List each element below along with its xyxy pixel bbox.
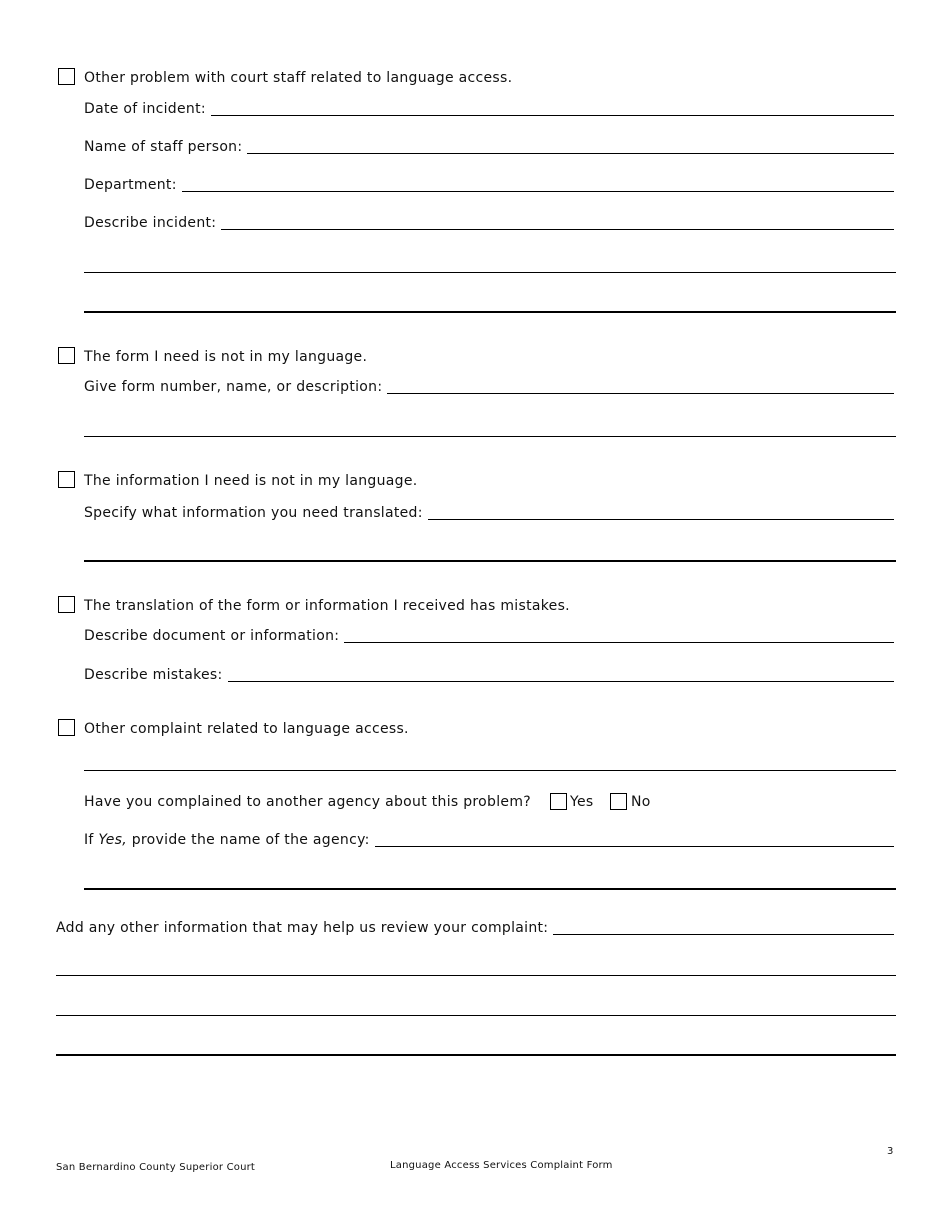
date-of-incident-field[interactable] xyxy=(211,115,894,116)
form-language-checkbox[interactable] xyxy=(58,347,75,364)
form-language-label: The form I need is not in my language. xyxy=(84,349,368,365)
form-description-field[interactable] xyxy=(387,393,894,394)
agency-name-suffix: provide the name of the agency: xyxy=(127,832,370,848)
staff-name-field[interactable] xyxy=(247,153,894,154)
additional-info-line-3[interactable] xyxy=(56,1015,896,1016)
translation-mistakes-label: The translation of the form or information I received has mistakes. xyxy=(84,598,570,614)
other-complaint-line[interactable] xyxy=(84,770,896,771)
department-row xyxy=(84,176,894,194)
other-complaint-label: Other complaint related to language access. xyxy=(84,721,409,737)
footer-form-title: Language Access Services Complaint Form xyxy=(390,1160,613,1171)
footer-court-name: San Bernardino County Superior Court xyxy=(56,1162,256,1173)
agency-name-yes: Yes, xyxy=(98,832,127,848)
agency-question: Have you complained to another agency about this problem? xyxy=(84,794,531,810)
mistakes-description-label: Describe mistakes: xyxy=(84,667,223,683)
form-description-label: Give form number, name, or description: xyxy=(84,379,383,395)
information-specify-label: Specify what information you need translated: xyxy=(84,505,423,521)
staff-problem-label: Other problem with court staff related to language access. xyxy=(84,70,513,86)
agency-name-prefix: If xyxy=(84,832,99,848)
describe-incident-label: Describe incident: xyxy=(84,215,217,231)
agency-name-row xyxy=(84,831,894,849)
additional-info-line-2[interactable] xyxy=(56,975,896,976)
agency-no-checkbox[interactable] xyxy=(610,793,627,810)
information-language-label: The information I need is not in my language. xyxy=(84,473,418,489)
document-description-label: Describe document or information: xyxy=(84,628,340,644)
staff-name-label: Name of staff person: xyxy=(84,139,243,155)
staff-problem-checkbox[interactable] xyxy=(58,68,75,85)
describe-incident-line-2[interactable] xyxy=(84,272,896,273)
additional-info-line-4[interactable] xyxy=(56,1054,896,1056)
document-description-field[interactable] xyxy=(344,642,894,643)
information-specify-line-2[interactable] xyxy=(84,560,896,562)
staff-name-row xyxy=(84,138,894,156)
form-description-row xyxy=(84,378,894,396)
agency-name-line-2[interactable] xyxy=(84,888,896,890)
describe-incident-row xyxy=(84,214,894,232)
department-label: Department: xyxy=(84,177,177,193)
describe-incident-line-3[interactable] xyxy=(84,311,896,313)
mistakes-description-row xyxy=(84,666,894,684)
agency-no-label: No xyxy=(631,794,651,810)
date-of-incident-label: Date of incident: xyxy=(84,101,206,117)
additional-info-row xyxy=(56,919,894,937)
agency-name-field[interactable] xyxy=(375,846,894,847)
agency-yes-checkbox[interactable] xyxy=(550,793,567,810)
additional-info-field[interactable] xyxy=(553,934,894,935)
date-of-incident-row xyxy=(84,100,894,118)
mistakes-description-field[interactable] xyxy=(228,681,894,682)
information-language-checkbox[interactable] xyxy=(58,471,75,488)
agency-name-label xyxy=(84,831,370,849)
describe-incident-field[interactable] xyxy=(221,229,894,230)
page-number: 3 xyxy=(887,1146,894,1157)
translation-mistakes-checkbox[interactable] xyxy=(58,596,75,613)
other-complaint-checkbox[interactable] xyxy=(58,719,75,736)
form-description-line-2[interactable] xyxy=(84,436,896,437)
additional-info-label: Add any other information that may help us review your complaint: xyxy=(56,920,549,936)
information-specify-field[interactable] xyxy=(428,519,894,520)
agency-yes-label: Yes xyxy=(570,794,594,810)
document-description-row xyxy=(84,627,894,645)
information-specify-row xyxy=(84,504,894,522)
department-field[interactable] xyxy=(182,191,894,192)
